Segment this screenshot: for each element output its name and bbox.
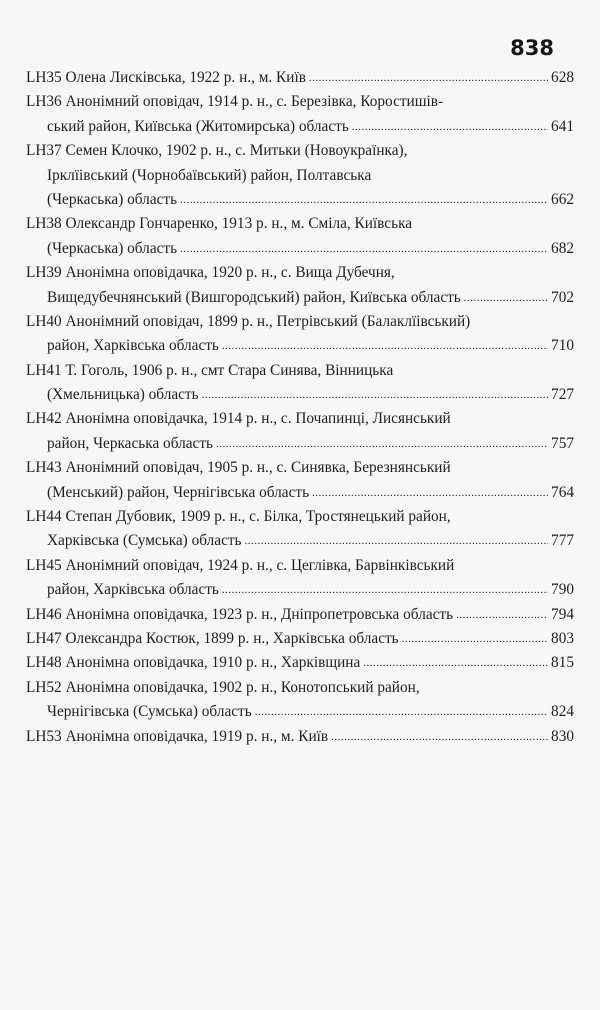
entry-text: LH52 Анонімна оповідачка, 1902 р. н., Конотопський район, [26,678,420,696]
toc-entry-line [26,286,574,310]
dot-leader [363,651,548,675]
entry-text: LH41 Т. Гоголь, 1906 р. н., смт Стара Синява, Вінницька [26,361,394,379]
toc-entry-line [26,676,574,700]
entry-text: (Черкаська) область [47,190,178,208]
entry-text: район, Харківська область [47,337,219,355]
toc-entry-line [26,554,574,578]
entry-text: LH38 Олександр Гончаренко, 1913 р. н., м. Сміла, Київська [26,215,413,233]
toc-entry-line [26,651,574,675]
table-of-contents [26,66,574,749]
entry-page-number: 682 [551,239,574,257]
toc-entry-line [26,407,574,431]
entry-text: LH39 Анонімна оповідачка, 1920 р. н., с. Вища Дубечня, [26,264,395,282]
entry-text: LH47 Олександра Костюк, 1899 р. н., Харківська область [26,629,399,647]
toc-entry-line [26,578,574,602]
toc-entry[interactable] [26,725,574,749]
entry-text: LH44 Степан Дубовик, 1909 р. н., с. Білка, Тростянецький район, [26,508,451,526]
toc-entry-line [26,66,574,90]
toc-entry-line [26,529,574,553]
entry-page-number: 710 [551,337,574,355]
entry-page-number: 764 [551,483,574,501]
entry-page-number: 727 [551,386,574,404]
dot-leader [309,66,548,90]
entry-text: Вищедубечнянський (Вишгородський) район, Київська область [47,288,461,306]
toc-entry-line [26,164,574,188]
toc-entry-line [26,432,574,456]
dot-leader [331,725,548,749]
toc-entry-line [26,603,574,627]
toc-entry-line [26,725,574,749]
dot-leader [245,529,549,553]
entry-page-number: 830 [551,727,574,745]
entry-text: Харківська (Сумська) область [47,532,242,550]
toc-entry-line [26,505,574,529]
entry-page-number: 815 [551,654,574,672]
entry-page-number: 777 [551,532,574,550]
toc-entry[interactable] [26,407,574,456]
toc-entry[interactable] [26,310,574,359]
dot-leader [222,334,548,358]
dot-leader [180,188,548,212]
entry-text: ський район, Київська (Житомирська) область [47,117,349,135]
toc-entry-line [26,261,574,285]
toc-entry-line [26,700,574,724]
entry-text: Ірклїівський (Чорнобаївський) район, Полтавська [47,166,372,184]
toc-entry[interactable] [26,359,574,408]
entry-text: (Хмельницька) область [47,386,199,404]
entry-page-number: 757 [551,434,574,452]
entry-page-number: 824 [551,703,574,721]
toc-entry-line [26,115,574,139]
entry-page-number: 803 [551,629,574,647]
entry-text: LH35 Олена Лисківська, 1922 р. н., м. Київ [26,69,306,86]
dot-leader [222,578,548,602]
dot-leader [202,383,548,407]
entry-text: район, Черкаська область [47,434,213,452]
page-number: 838 [510,36,554,60]
entry-text: LH46 Анонімна оповідачка, 1923 р. н., Дніпропетровська область [26,605,454,623]
toc-entry-line [26,481,574,505]
entry-page-number: 794 [551,605,574,623]
entry-page-number: 702 [551,288,574,306]
toc-entry-line [26,237,574,261]
entry-text: LH40 Анонімний оповідач, 1899 р. н., Петрівський (Балаклїівський) [26,312,471,330]
entry-text: LH37 Семен Клочко, 1902 р. н., с. Митьки (Новоукраїнка), [26,142,408,160]
toc-entry-line [26,456,574,480]
toc-entry-line [26,139,574,163]
entry-text: LH45 Анонімний оповідач, 1924 р. н., с. Цеглівка, Барвінківський [26,556,455,574]
toc-entry-line [26,212,574,236]
dot-leader [312,481,548,505]
entry-text: (Менський) район, Чернігівська область [47,483,310,501]
toc-entry[interactable] [26,139,574,212]
dot-leader [352,115,548,139]
toc-entry[interactable] [26,66,574,90]
entry-text: LH53 Анонімна оповідачка, 1919 р. н., м. Київ [26,727,329,745]
toc-entry[interactable] [26,90,574,139]
toc-entry[interactable] [26,603,574,627]
toc-entry-line [26,334,574,358]
entry-page-number: 641 [551,117,574,135]
dot-leader [216,432,548,456]
toc-entry-line [26,310,574,334]
entry-text: LH43 Анонімний оповідач, 1905 р. н., с. Синявка, Березнянський [26,459,451,477]
dot-leader [255,700,548,724]
entry-text: Чернігівська (Сумська) область [47,703,252,721]
toc-entry-line [26,188,574,212]
toc-entry[interactable] [26,456,574,505]
toc-entry[interactable] [26,505,574,554]
toc-entry[interactable] [26,212,574,261]
entry-text: LH48 Анонімна оповідачка, 1910 р. н., Харківщина [26,654,361,672]
entry-text: (Черкаська) область [47,239,178,257]
toc-entry[interactable] [26,676,574,725]
toc-entry[interactable] [26,651,574,675]
entry-text: район, Харківська область [47,581,219,599]
dot-leader [464,286,548,310]
dot-leader [402,627,548,651]
dot-leader [456,603,548,627]
toc-entry[interactable] [26,261,574,310]
toc-entry-line [26,383,574,407]
dot-leader [180,237,548,261]
entry-text: LH42 Анонімна оповідачка, 1914 р. н., с. Почапинці, Лисянський [26,410,451,428]
toc-entry[interactable] [26,627,574,651]
toc-entry-line [26,90,574,114]
toc-entry-line [26,627,574,651]
entry-page-number: 628 [551,69,574,86]
entry-page-number: 662 [551,190,574,208]
entry-text: LH36 Анонімний оповідач, 1914 р. н., с. Березівка, Коростишів- [26,93,444,111]
entry-page-number: 790 [551,581,574,599]
toc-entry[interactable] [26,554,574,603]
toc-entry-line [26,359,574,383]
